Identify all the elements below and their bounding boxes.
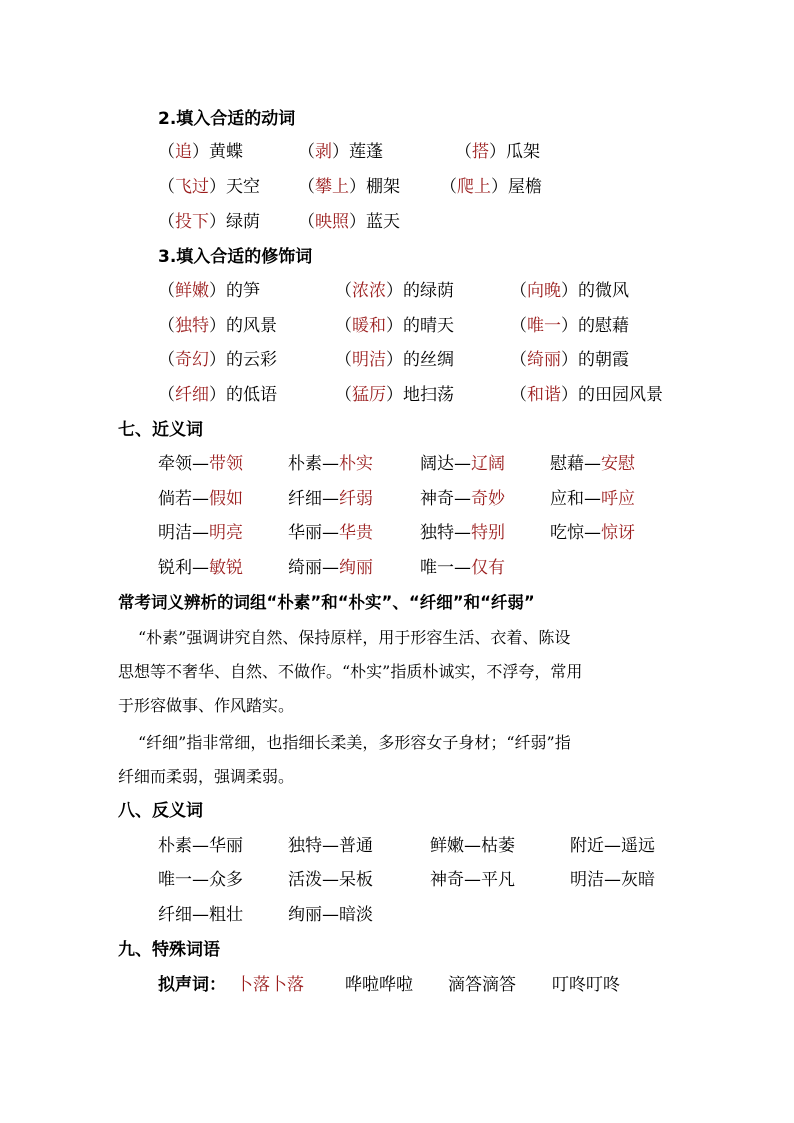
- antonym-pair: 神奇—平凡: [430, 870, 515, 890]
- synonym-pair: 神奇—奇妙: [420, 489, 505, 509]
- synonym-answer: 纤弱: [339, 489, 373, 509]
- modifier-fill: 浓浓: [352, 281, 386, 301]
- verb-fill: 投下: [175, 212, 209, 232]
- modifier-item: （暖和）的晴天: [335, 316, 454, 336]
- antonym-answer: 华丽: [209, 836, 243, 856]
- synonym-answer: 带领: [209, 454, 243, 474]
- synonym-pair: 吃惊—惊讶: [550, 523, 635, 543]
- modifier-fill: 向晚: [527, 281, 561, 301]
- antonym-answer: 平凡: [481, 870, 515, 890]
- synonym-word: 牵领: [158, 454, 192, 474]
- synonym-answer: 呼应: [601, 489, 635, 509]
- modifier-fill: 唯一: [527, 316, 561, 336]
- antonym-answer: 普通: [339, 836, 373, 856]
- synonym-word: 阔达: [420, 454, 454, 474]
- modifier-word: 的朝霞: [578, 350, 629, 370]
- section-3-title: 3.填入合适的修饰词: [158, 247, 313, 267]
- antonym-word: 附近: [570, 836, 604, 856]
- modifier-word: 的晴天: [403, 316, 454, 336]
- synonym-pair: 绮丽—绚丽: [288, 558, 373, 578]
- synonym-pair: 朴素—朴实: [288, 454, 373, 474]
- antonym-answer: 枯萎: [481, 836, 515, 856]
- verb-item: （投下）绿荫: [158, 212, 260, 232]
- synonym-answer: 奇妙: [471, 489, 505, 509]
- modifier-word: 地扫荡: [403, 385, 454, 405]
- modifier-word: 的云彩: [226, 350, 277, 370]
- verb-item: （飞过）天空: [158, 177, 260, 197]
- note-line: 纤细而柔弱，强调柔弱。: [118, 767, 295, 786]
- synonym-pair: 慰藉—安慰: [550, 454, 635, 474]
- modifier-fill: 鲜嫩: [175, 281, 209, 301]
- note-line: “纤细”指非常细，也指细长柔美，多形容女子身材；“纤弱”指: [138, 733, 571, 752]
- modifier-word: 的丝绸: [403, 350, 454, 370]
- modifier-word: 的笋: [226, 281, 260, 301]
- verb-word: 绿荫: [226, 212, 260, 232]
- synonym-pair: 牵领—带领: [158, 454, 243, 474]
- synonym-word: 明洁: [158, 523, 192, 543]
- synonym-pair: 唯一—仅有: [420, 558, 505, 578]
- synonym-answer: 特别: [471, 523, 505, 543]
- modifier-item: （猛厉）地扫荡: [335, 385, 454, 405]
- verb-item: （映照）蓝天: [298, 212, 400, 232]
- verb-fill: 爬上: [457, 177, 491, 197]
- synonym-answer: 惊讶: [601, 523, 635, 543]
- modifier-item: （纤细）的低语: [158, 385, 277, 405]
- verb-word: 棚架: [366, 177, 400, 197]
- note-title: 常考词义辨析的词组“朴素”和“朴实”、“纤细”和“纤弱”: [118, 593, 535, 612]
- verb-item: （搭）瓜架: [455, 142, 540, 162]
- verb-word: 黄蝶: [209, 142, 243, 162]
- antonym-pair: 独特—普通: [288, 836, 373, 856]
- verb-word: 莲蓬: [349, 142, 383, 162]
- modifier-item: （唯一）的慰藉: [510, 316, 629, 336]
- onomatopoeia-word: 叮咚叮咚: [552, 975, 620, 995]
- modifier-word: 的低语: [226, 385, 277, 405]
- modifier-item: （和谐）的田园风景: [510, 385, 663, 405]
- modifier-word: 的风景: [226, 316, 277, 336]
- synonym-pair: 独特—特别: [420, 523, 505, 543]
- modifier-word: 的慰藉: [578, 316, 629, 336]
- synonym-word: 朴素: [288, 454, 322, 474]
- synonym-word: 华丽: [288, 523, 322, 543]
- antonym-pair: 鲜嫩—枯萎: [430, 836, 515, 856]
- synonym-word: 唯一: [420, 558, 454, 578]
- synonym-word: 绮丽: [288, 558, 322, 578]
- synonym-answer: 辽阔: [471, 454, 505, 474]
- synonym-word: 独特: [420, 523, 454, 543]
- synonym-pair: 锐利—敏锐: [158, 558, 243, 578]
- synonym-answer: 明亮: [209, 523, 243, 543]
- synonym-answer: 安慰: [601, 454, 635, 474]
- antonym-word: 明洁: [570, 870, 604, 890]
- modifier-item: （鲜嫩）的笋: [158, 281, 260, 301]
- antonym-word: 神奇: [430, 870, 464, 890]
- synonym-answer: 仅有: [471, 558, 505, 578]
- section-8-title: 八、反义词: [118, 801, 203, 821]
- antonym-pair: 附近—遥远: [570, 836, 655, 856]
- antonym-word: 纤细: [158, 905, 192, 925]
- synonym-answer: 敏锐: [209, 558, 243, 578]
- verb-fill: 飞过: [175, 177, 209, 197]
- verb-item: （追）黄蝶: [158, 142, 243, 162]
- synonym-answer: 假如: [209, 489, 243, 509]
- synonym-answer: 华贵: [339, 523, 373, 543]
- synonym-pair: 纤细—纤弱: [288, 489, 373, 509]
- onomatopoeia-word: 哗啦哗啦: [345, 975, 413, 995]
- verb-item: （攀上）棚架: [298, 177, 400, 197]
- note-line: 于形容做事、作风踏实。: [118, 696, 295, 715]
- antonym-pair: 明洁—灰暗: [570, 870, 655, 890]
- antonym-word: 鲜嫩: [430, 836, 464, 856]
- section-7-title: 七、近义词: [118, 420, 203, 440]
- modifier-word: 的田园风景: [578, 385, 663, 405]
- synonym-answer: 朴实: [339, 454, 373, 474]
- verb-fill: 攀上: [315, 177, 349, 197]
- antonym-answer: 众多: [209, 870, 243, 890]
- antonym-word: 唯一: [158, 870, 192, 890]
- antonym-pair: 绚丽—暗淡: [288, 905, 373, 925]
- synonym-word: 倘若: [158, 489, 192, 509]
- antonym-word: 朴素: [158, 836, 192, 856]
- modifier-fill: 猛厉: [352, 385, 386, 405]
- note-line: 思想等不奢华、自然、不做作。“朴实”指质朴诚实，不浮夸，常用: [118, 662, 583, 681]
- modifier-item: （独特）的风景: [158, 316, 277, 336]
- modifier-item: （向晚）的微风: [510, 281, 629, 301]
- verb-fill: 剥: [315, 142, 332, 162]
- antonym-pair: 朴素—华丽: [158, 836, 243, 856]
- modifier-fill: 明洁: [352, 350, 386, 370]
- modifier-item: （绮丽）的朝霞: [510, 350, 629, 370]
- antonym-word: 独特: [288, 836, 322, 856]
- antonym-pair: 唯一—众多: [158, 870, 243, 890]
- antonym-answer: 遥远: [621, 836, 655, 856]
- verb-word: 蓝天: [366, 212, 400, 232]
- verb-fill: 搭: [472, 142, 489, 162]
- synonym-pair: 阔达—辽阔: [420, 454, 505, 474]
- section-9-title: 九、特殊词语: [118, 940, 220, 960]
- verb-item: （爬上）屋檐: [440, 177, 542, 197]
- modifier-fill: 奇幻: [175, 350, 209, 370]
- modifier-fill: 纤细: [175, 385, 209, 405]
- antonym-pair: 纤细—粗壮: [158, 905, 243, 925]
- synonym-pair: 华丽—华贵: [288, 523, 373, 543]
- synonym-word: 纤细: [288, 489, 322, 509]
- modifier-item: （明洁）的丝绸: [335, 350, 454, 370]
- synonym-word: 锐利: [158, 558, 192, 578]
- onomatopoeia-word: 滴答滴答: [448, 975, 516, 995]
- antonym-word: 绚丽: [288, 905, 322, 925]
- modifier-item: （浓浓）的绿荫: [335, 281, 454, 301]
- section-2-title: 2.填入合适的动词: [158, 109, 296, 129]
- onomatopoeia-word: 卜落卜落: [236, 975, 304, 995]
- synonym-word: 应和: [550, 489, 584, 509]
- antonym-pair: 活泼—呆板: [288, 870, 373, 890]
- synonym-pair: 明洁—明亮: [158, 523, 243, 543]
- synonym-pair: 倘若—假如: [158, 489, 243, 509]
- antonym-answer: 灰暗: [621, 870, 655, 890]
- modifier-word: 的绿荫: [403, 281, 454, 301]
- modifier-fill: 独特: [175, 316, 209, 336]
- note-line: “朴素”强调讲究自然、保持原样，用于形容生活、衣着、陈设: [138, 628, 571, 647]
- verb-fill: 追: [175, 142, 192, 162]
- synonym-answer: 绚丽: [339, 558, 373, 578]
- verb-word: 屋檐: [508, 177, 542, 197]
- verb-word: 瓜架: [506, 142, 540, 162]
- modifier-item: （奇幻）的云彩: [158, 350, 277, 370]
- onomatopoeia-label: 拟声词：: [158, 975, 226, 995]
- synonym-word: 吃惊: [550, 523, 584, 543]
- modifier-fill: 和谐: [527, 385, 561, 405]
- antonym-answer: 暗淡: [339, 905, 373, 925]
- verb-fill: 映照: [315, 212, 349, 232]
- verb-word: 天空: [226, 177, 260, 197]
- synonym-pair: 应和—呼应: [550, 489, 635, 509]
- synonym-word: 慰藉: [550, 454, 584, 474]
- modifier-word: 的微风: [578, 281, 629, 301]
- verb-item: （剥）莲蓬: [298, 142, 383, 162]
- antonym-word: 活泼: [288, 870, 322, 890]
- modifier-fill: 暖和: [352, 316, 386, 336]
- modifier-fill: 绮丽: [527, 350, 561, 370]
- synonym-word: 神奇: [420, 489, 454, 509]
- antonym-answer: 粗壮: [209, 905, 243, 925]
- antonym-answer: 呆板: [339, 870, 373, 890]
